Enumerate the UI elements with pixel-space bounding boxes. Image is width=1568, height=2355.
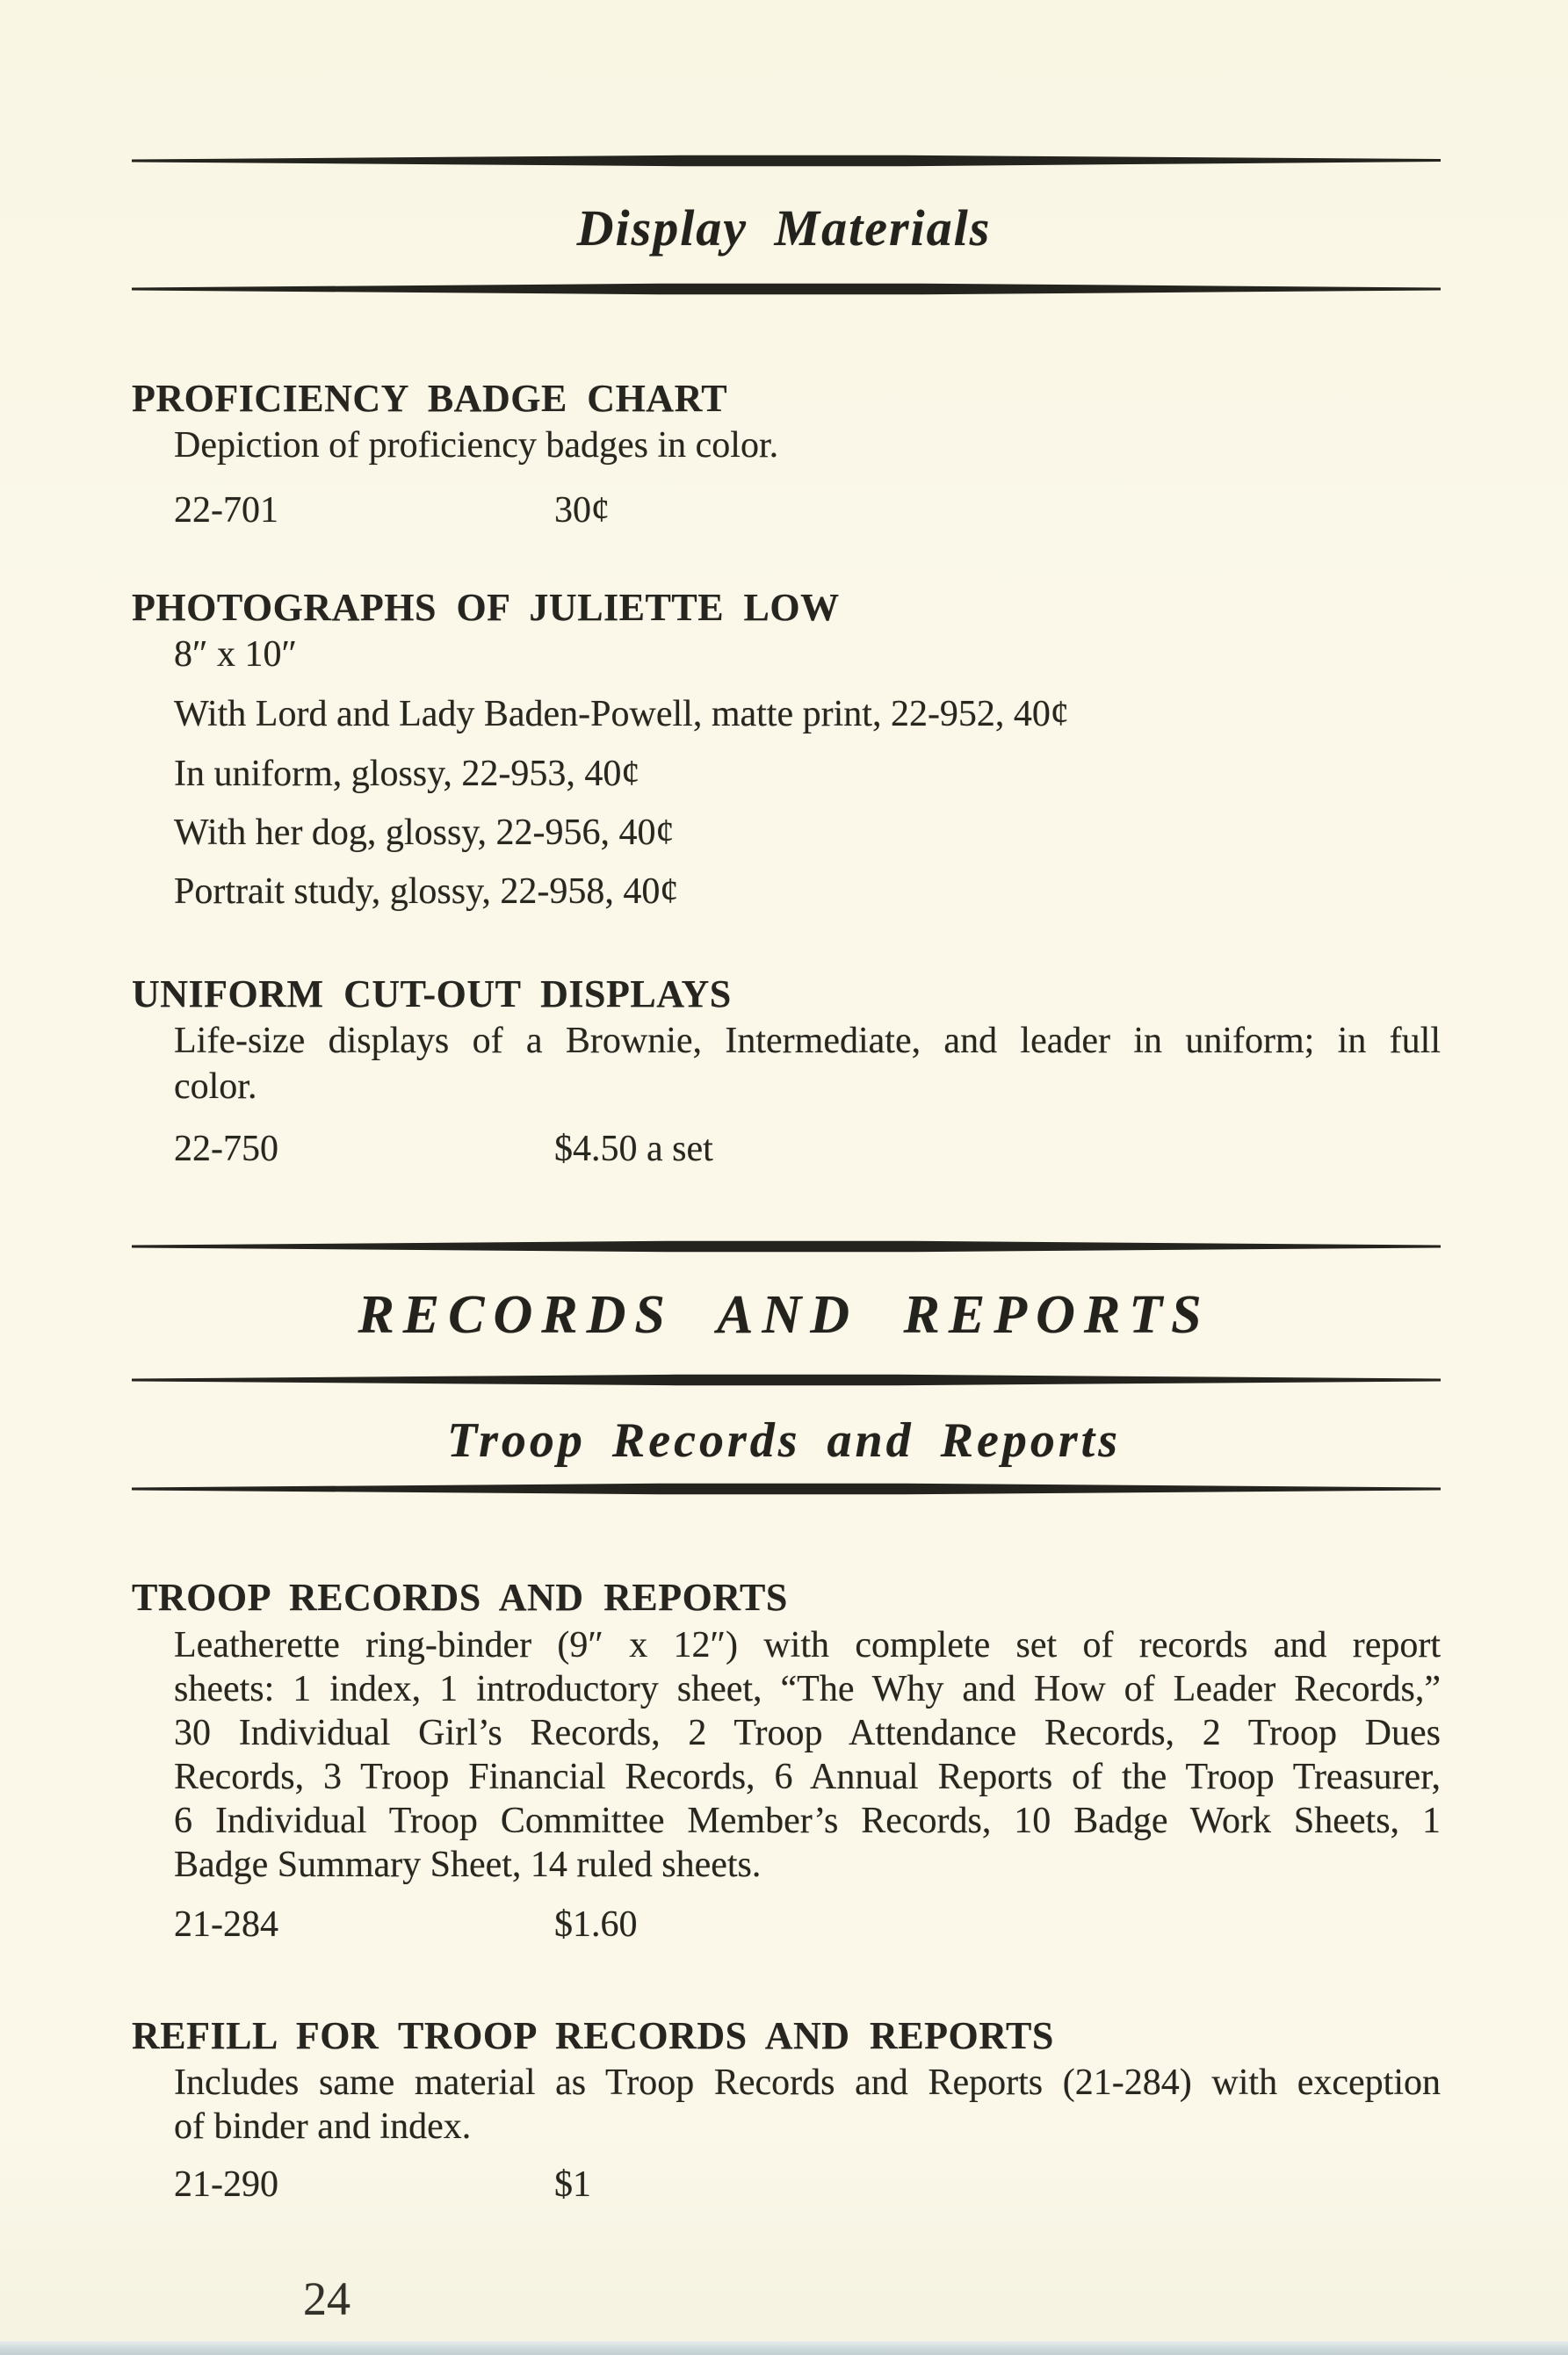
section-title-records-and-reports: RECORDS AND REPORTS [358,1285,1210,1345]
catalog-number: 21-284 [174,1904,278,1945]
item-description-line: Includes same material as Troop Records and Reports (21-284) with exception [174,2062,1441,2103]
price: $4.50 a set [554,1129,713,1169]
tapered-rule [132,1240,1441,1253]
item-description-line: Life-size displays of a Brownie, Intermediate, and leader in uniform; in full [174,1021,1441,1061]
tapered-rule [132,283,1441,295]
catalog-number: 21-290 [174,2164,278,2205]
paragraph-line: sheets: 1 index, 1 introductory sheet, “The Why and How of Leader Records,” [174,1669,1441,1709]
subsection-title-troop-records: Troop Records and Reports [446,1413,1122,1468]
item-price-row [174,2163,965,2208]
photo-item: In uniform, glossy, 22-953, 40¢ [174,754,640,794]
item-heading-troop-records-and-reports: TROOP RECORDS AND REPORTS [132,1576,788,1619]
item-description: Depiction of proficiency badges in color. [174,425,779,466]
paragraph-line: Badge Summary Sheet, 14 ruled sheets. [174,1845,762,1885]
paragraph-line: Leatherette ring-binder (9″ x 12″) with complete set of records and report [174,1625,1441,1665]
item-heading-photographs-juliette-low: PHOTOGRAPHS OF JULIETTE LOW [132,586,840,629]
tapered-rule [132,1374,1441,1386]
paragraph-line: 6 Individual Troop Committee Member’s Records, 10 Badge Work Sheets, 1 [174,1801,1441,1841]
item-price-row [174,1903,965,1948]
item-heading-refill-troop-records: REFILL FOR TROOP RECORDS AND REPORTS [132,2014,1054,2057]
item-price-row [174,488,965,534]
item-description-line: of binder and index. [174,2106,472,2147]
item-price-row [174,1127,965,1173]
photo-item: With Lord and Lady Baden-Powell, matte print, 22-952, 40¢ [174,694,1069,734]
catalog-number: 22-701 [174,490,278,531]
photo-item: Portrait study, glossy, 22-958, 40¢ [174,871,679,912]
tapered-rule [132,1483,1441,1495]
item-heading-proficiency-badge-chart: PROFICIENCY BADGE CHART [132,377,728,420]
tapered-rule-top [132,155,1441,167]
paragraph-line: Records, 3 Troop Financial Records, 6 Annual Reports of the Troop Treasurer, [174,1757,1441,1797]
price: $1 [554,2164,591,2205]
page-number: 24 [303,2272,350,2325]
photo-size: 8″ x 10″ [174,634,297,675]
price: $1.60 [554,1904,638,1945]
price: 30¢ [554,490,610,531]
item-description-line: color. [174,1066,257,1107]
section-title-display-materials: Display Materials [576,199,992,256]
scan-edge-band [0,2341,1568,2355]
item-heading-uniform-cutout-displays: UNIFORM CUT-OUT DISPLAYS [132,972,732,1015]
photo-item: With her dog, glossy, 22-956, 40¢ [174,813,675,853]
paragraph-line: 30 Individual Girl’s Records, 2 Troop Attendance Records, 2 Troop Dues [174,1713,1441,1753]
catalog-number: 22-750 [174,1129,278,1169]
item-description-paragraph [174,1623,1441,1887]
